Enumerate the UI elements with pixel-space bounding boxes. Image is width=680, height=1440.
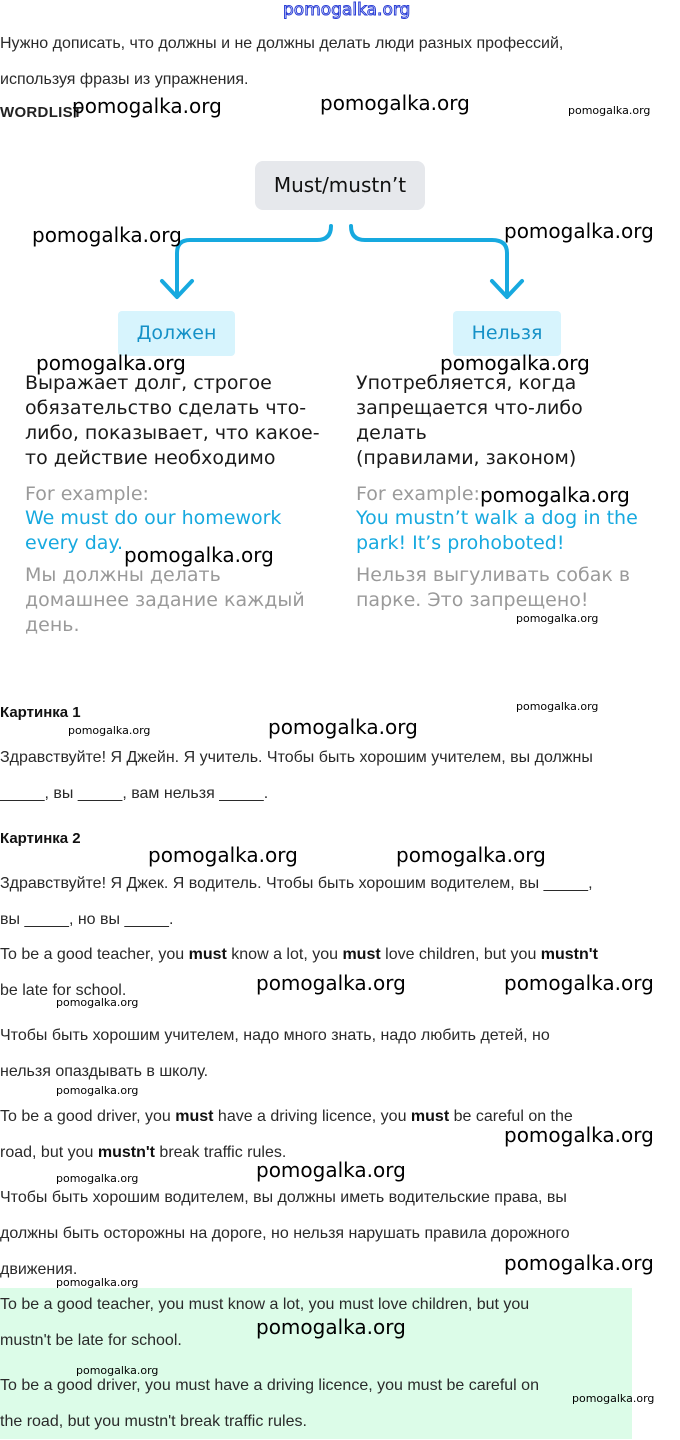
watermark: pomogalka.org	[148, 843, 298, 867]
mustnt-example-ru	[356, 563, 630, 613]
must-desc-line: Выражает долг, строгое	[25, 372, 272, 394]
watermark: pomogalka.org	[504, 1123, 654, 1147]
mustnt-desc-line: Употребляется, когда	[356, 372, 577, 394]
must-desc-line: обязательство сделать что-	[25, 397, 307, 419]
watermark: pomogalka.org	[256, 1315, 406, 1339]
must-example-label: For example:	[25, 483, 149, 505]
watermark: pomogalka.org	[504, 219, 654, 243]
watermark: pomogalka.org	[68, 724, 151, 737]
must-mustnt-label: Must/mustn’t	[273, 173, 407, 197]
mustnt-desc-line: (правилами, законом)	[356, 447, 577, 469]
watermark: pomogalka.org	[268, 715, 418, 739]
right-arrow-line	[351, 226, 507, 296]
mustnt-chip-label: Нельзя	[471, 322, 543, 344]
driver-answer-en-line-1: To be a good driver, you must have a driving licence, you must be careful on the	[0, 1108, 573, 1125]
must-example-ru-line: домашнее задание каждый	[25, 589, 305, 611]
mustnt-example-en-line: park! It’s prohoboted!	[356, 532, 565, 554]
watermark: pomogalka.org	[56, 996, 139, 1009]
picture2-line-2: вы _____, но вы _____.	[0, 911, 174, 928]
watermark: pomogalka.org	[36, 351, 186, 375]
watermark: pomogalka.org	[516, 700, 599, 713]
must-desc-line: то действие необходимо	[25, 447, 276, 469]
final-driver-line-2: the road, but you mustn't break traffic rules.	[0, 1413, 307, 1430]
watermark: pomogalka.org	[124, 543, 274, 567]
final-teacher-line-2: mustn't be late for school.	[0, 1332, 182, 1349]
intro-line-2: используя фразы из упражнения.	[0, 71, 249, 88]
watermark: pomogalka.org	[568, 104, 651, 117]
watermark: pomogalka.org	[56, 1084, 139, 1097]
picture2-title: Картинка 2	[0, 830, 81, 847]
mustnt-desc-line: запрещается что-либо	[356, 397, 583, 419]
left-arrow-line	[177, 226, 331, 296]
must-example-ru-line: Мы должны делать	[25, 564, 221, 586]
watermark: pomogalka.org	[396, 843, 546, 867]
driver-answer-ru-line-1: Чтобы быть хорошим водителем, вы должны иметь водительские права, вы	[0, 1189, 567, 1206]
watermark: pomogalka.org	[56, 1276, 139, 1289]
driver-answer-ru-line-2: должны быть осторожны на дороге, но нельзя нарушать правила дорожного	[0, 1225, 570, 1242]
watermark: pomogalka.org	[516, 612, 599, 625]
watermark: pomogalka.org	[572, 1392, 655, 1405]
watermark: pomogalka.org	[256, 971, 406, 995]
watermark: pomogalka.org	[56, 1172, 139, 1185]
picture2-line-1: Здравствуйте! Я Джек. Я водитель. Чтобы быть хорошим водителем, вы _____,	[0, 875, 593, 892]
must-example-en-line: every day.	[25, 532, 123, 554]
teacher-answer-en-line-1: To be a good teacher, you must know a lot, you must love children, but you mustn't	[0, 946, 598, 963]
mustnt-example-ru-line: Нельзя выгуливать собак в	[356, 564, 631, 586]
must-chip-label: Должен	[136, 322, 217, 344]
mustnt-chip	[453, 311, 561, 356]
picture1-title: Картинка 1	[0, 704, 81, 721]
watermark: pomogalka.org	[32, 223, 182, 247]
picture1-line-1: Здравствуйте! Я Джейн. Я учитель. Чтобы быть хорошим учителем, вы должны	[0, 749, 593, 766]
must-chip	[118, 311, 235, 356]
final-driver-line-1: To be a good driver, you must have a driving licence, you must be careful on	[0, 1377, 539, 1394]
driver-answer-ru-line-3: движения.	[0, 1261, 78, 1278]
must-description	[25, 371, 320, 471]
watermark: pomogalka.org	[504, 971, 654, 995]
must-example-ru	[25, 563, 305, 638]
teacher-answer-ru-line-2: нельзя опаздывать в школу.	[0, 1063, 209, 1080]
picture1-line-2: _____, вы _____, вам нельзя _____.	[0, 785, 269, 802]
mustnt-example-ru-line: парке. Это запрещено!	[356, 589, 589, 611]
mustnt-description	[356, 371, 583, 471]
must-example-ru-line: день.	[25, 614, 80, 636]
must-example-en-line: We must do our homework	[25, 507, 282, 529]
watermark: pomogalka.org	[76, 1364, 159, 1377]
must-desc-line: либо, показывает, что какое-	[25, 422, 320, 444]
teacher-answer-en-line-2: be late for school.	[0, 982, 127, 999]
teacher-answer-ru-line-1: Чтобы быть хорошим учителем, надо много знать, надо любить детей, но	[0, 1027, 550, 1044]
driver-answer-en-line-2: road, but you mustn't break traffic rules.	[0, 1144, 287, 1161]
watermark: pomogalka.org	[504, 1251, 654, 1275]
watermark: pomogalka.org	[72, 94, 222, 118]
watermark: pomogalka.org	[320, 91, 470, 115]
watermark: pomogalka.org	[256, 1158, 406, 1182]
wordlist-label: WORDLIST	[0, 104, 83, 121]
mustnt-example-en	[356, 506, 638, 556]
mustnt-example-label: For example:	[356, 483, 480, 505]
mustnt-example-en-line: You mustn’t walk a dog in the	[356, 507, 638, 529]
watermark: pomogalka.org	[480, 483, 630, 507]
diagram-arrows	[0, 0, 680, 320]
intro-line-1: Нужно дописать, что должны и не должны делать люди разных профессий,	[0, 35, 564, 52]
final-teacher-line-1: To be a good teacher, you must know a lot, you must love children, but you	[0, 1296, 530, 1313]
top-watermark: pomogalka.org	[283, 0, 411, 20]
mustnt-desc-line: делать	[356, 422, 427, 444]
watermark: pomogalka.org	[440, 351, 590, 375]
